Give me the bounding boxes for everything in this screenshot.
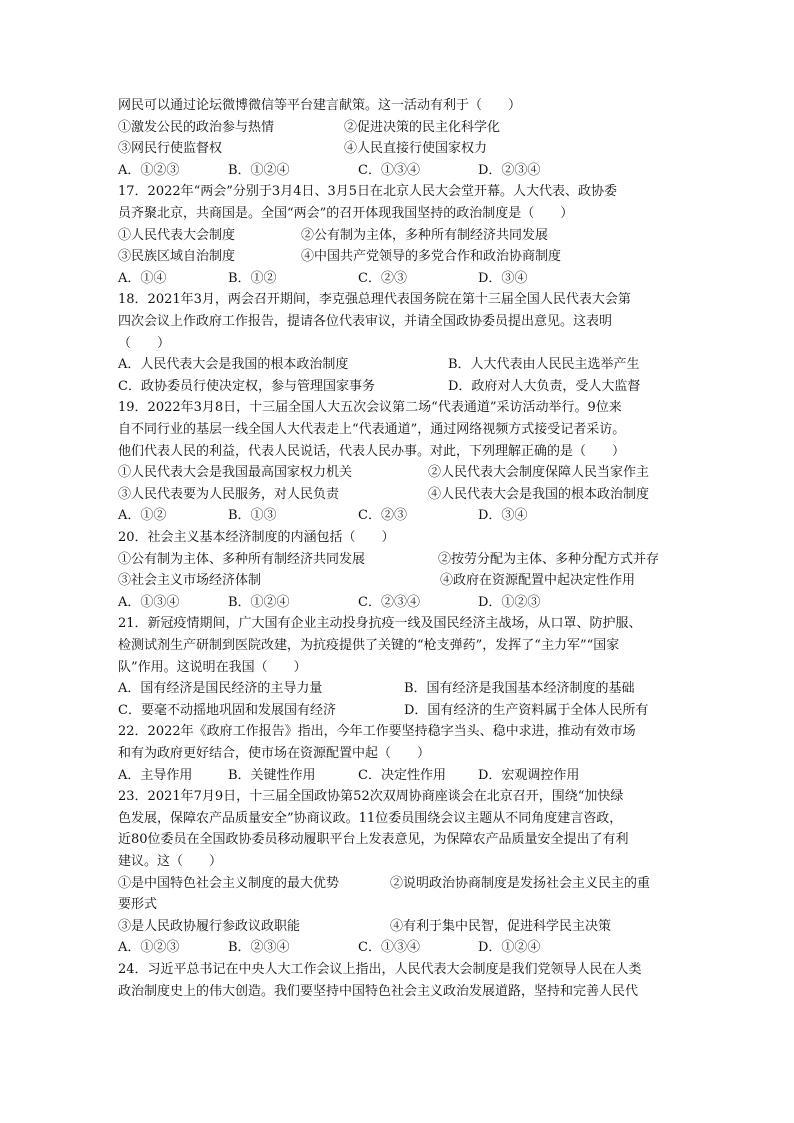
answer-option: A．①②③ xyxy=(118,162,180,178)
statement-option: ③社会主义市场经济体制 xyxy=(118,573,262,589)
text-line: 政治制度史上的伟大创造。我们要坚持中国特色社会主义政治发展道路，坚持和完善人民代 xyxy=(118,983,639,999)
answer-option: A．①② xyxy=(118,508,167,524)
answer-option: B．①③ xyxy=(228,508,277,524)
statement-option: ②按劳分配为主体、多种分配方式并存 xyxy=(438,551,660,567)
answer-option: A．①②③ xyxy=(118,940,180,956)
answer-option: D．①②③ xyxy=(478,594,541,610)
answer-option: C．②③ xyxy=(358,270,407,286)
text-line: 近80位委员在全国政协委员移动履职平台上发表意见，为保障农产品质量安全提出了有利 xyxy=(118,832,629,848)
statement-option: ④有利于集中民智，促进科学民主决策 xyxy=(390,918,612,934)
text-line: 要形式 xyxy=(118,897,158,913)
statement-option: ③网民行使监督权 xyxy=(118,141,223,157)
text-line: 员齐聚北京，共商国是。全国“两会”的召开体现我国坚持的政治制度是（ ） xyxy=(118,206,574,221)
statement-option: ④人民直接行使国家权力 xyxy=(344,141,488,157)
statement-option: ②说明政治协商制度是发扬社会主义民主的重 xyxy=(390,875,651,891)
text-line: 网民可以通过论坛微博微信等平台建言献策。这一活动有利于（ ） xyxy=(118,98,522,113)
question-stem-line: 20．社会主义基本经济制度的内涵包括（ ） xyxy=(118,530,395,545)
answer-option: D．③④ xyxy=(478,508,528,524)
answer-option: B．关键性作用 xyxy=(228,767,316,783)
text-line: 他们代表人民的利益，代表人民说话，代表人民办事。对此，下列理解正确的是（ ） xyxy=(118,443,626,459)
answer-option: B．②③④ xyxy=(228,940,290,956)
question-stem-line: 24．习近平总书记在中央人大工作会议上指出，人民代表大会制度是我们党领导人民在人类 xyxy=(118,962,642,977)
answer-option: D．③④ xyxy=(478,270,528,286)
statement-option: A．人民代表大会是我国的根本政治制度 xyxy=(118,357,349,373)
statement-option: ④中国共产党领导的多党合作和政治协商制度 xyxy=(301,249,562,265)
answer-option: A．①③④ xyxy=(118,594,180,610)
text-line: 自不同行业的基层一线全国人大代表走上“代表通道”，通过网络视频方式接受记者采访。 xyxy=(118,422,626,437)
statement-option: ①人民代表大会是我国最高国家权力机关 xyxy=(118,465,353,481)
statement-option: B．人大代表由人民民主选举产生 xyxy=(448,357,640,373)
question-stem-line: 19．2022年3月8日，十三届全国人大五次会议第二场“代表通道”采访活动举行。9位来 xyxy=(118,400,622,416)
statement-option: ①人民代表大会制度 xyxy=(118,227,236,243)
answer-option: D．②③④ xyxy=(478,162,541,178)
statement-option: ②促进决策的民主化科学化 xyxy=(344,119,501,135)
statement-option: ①公有制为主体、多种所有制经济共同发展 xyxy=(118,551,366,567)
answer-option: A．①④ xyxy=(118,270,167,286)
answer-option: C．①③④ xyxy=(358,162,420,178)
statement-option: D．国有经济的生产资料属于全体人民所有 xyxy=(404,702,649,718)
text-line: 建议。这（ ） xyxy=(118,854,223,869)
answer-option: B．①②④ xyxy=(228,162,290,178)
statement-option: ①激发公民的政治参与热情 xyxy=(118,119,275,135)
question-stem-line: 21．新冠疫情期间，广大国有企业主动投身抗疫一线及国民经济主战场，从口罩、防护服、 xyxy=(118,616,642,632)
question-stem-line: 17．2022年“两会”分别于3月4日、3月5日在北京人民大会堂开幕。人大代表、政协委 xyxy=(118,184,618,200)
statement-option: ④人民代表大会是我国的根本政治制度 xyxy=(428,486,650,502)
text-line: 四次会议上作政府工作报告，提请各位代表审议，并请全国政协委员提出意见。这表明 xyxy=(118,314,613,329)
statement-option: ③人民代表要为人民服务，对人民负责 xyxy=(118,486,340,502)
text-line: 检测试剂生产研制到医院改建，为抗疫提供了关键的“枪支弹药”，发挥了“主力军”“国家 xyxy=(118,638,620,653)
statement-option: ②人民代表大会制度保障人民当家作主 xyxy=(428,465,650,481)
question-stem-line: 22．2022年《政府工作报告》指出，今年工作要坚持稳字当头、稳中求进，推动有效市场 xyxy=(118,724,636,740)
text-line: （ ） xyxy=(118,335,171,351)
statement-option: A．国有经济是国民经济的主导力量 xyxy=(118,681,323,697)
statement-option: ③是人民政协履行参政议政职能 xyxy=(118,918,301,934)
answer-option: B．①② xyxy=(228,270,277,286)
statement-option: ①是中国特色社会主义制度的最大优势 xyxy=(118,875,340,891)
answer-option: C．①③④ xyxy=(358,940,420,956)
statement-option: B．国有经济是我国基本经济制度的基础 xyxy=(404,681,635,697)
question-stem-line: 18．2021年3月，两会召开期间，李克强总理代表国务院在第十三届全国人民代表大会第 xyxy=(118,292,631,308)
statement-option: ②公有制为主体，多种所有制经济共同发展 xyxy=(301,227,549,243)
answer-option: B．①②④ xyxy=(228,594,290,610)
statement-option: D．政府对人大负责，受人大监督 xyxy=(448,378,641,394)
answer-option: C．②③④ xyxy=(358,594,420,610)
answer-option: D．宏观调控作用 xyxy=(478,767,580,783)
answer-option: C．决定性作用 xyxy=(358,767,446,783)
statement-option: ④政府在资源配置中起决定性作用 xyxy=(440,573,636,589)
text-line: 和有为政府更好结合，使市场在资源配置中起（ ） xyxy=(118,746,431,761)
answer-option: C．②③ xyxy=(358,508,407,524)
statement-option: ③民族区域自治制度 xyxy=(118,249,236,265)
statement-option: C．政协委员行使决定权，参与管理国家事务 xyxy=(118,378,375,394)
answer-option: D．①②④ xyxy=(478,940,541,956)
text-line: 队”作用。这说明在我国（ ） xyxy=(118,659,307,675)
answer-option: A．主导作用 xyxy=(118,767,193,783)
statement-option: C．要毫不动摇地巩固和发展国有经济 xyxy=(118,702,336,718)
text-line: 色发展，保障农产品质量安全”协商议政。11位委员围绕会议主题从不同角度建言咨政， xyxy=(118,810,623,826)
question-stem-line: 23．2021年7月9日，十三届全国政协第52次双周协商座谈会在北京召开，围绕“加快绿 xyxy=(118,789,624,805)
